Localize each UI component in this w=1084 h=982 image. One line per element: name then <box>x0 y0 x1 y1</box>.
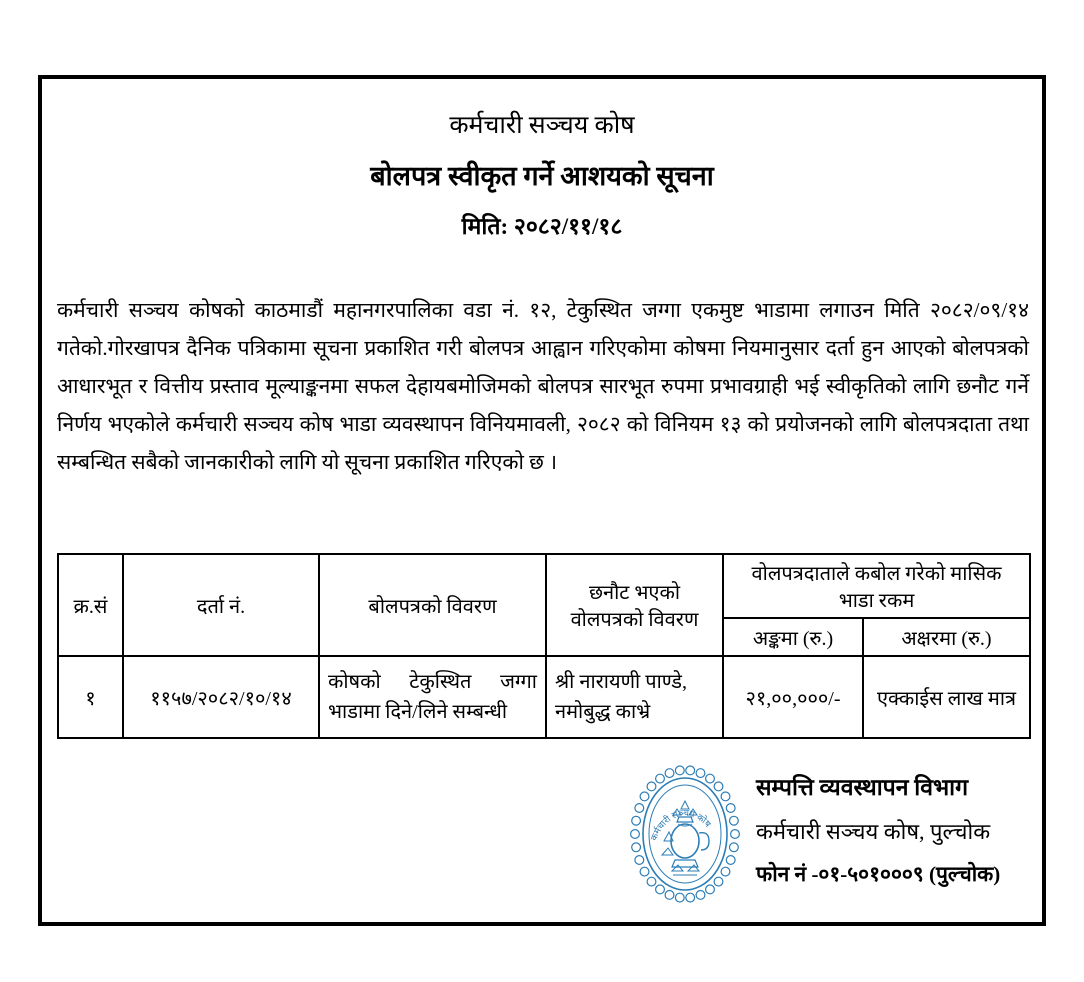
title-block <box>42 111 1042 241</box>
notice-body-paragraph: कर्मचारी सञ्चय कोषको काठमाडौं महानगरपालिका वडा नं. १२, टेकुस्थित जग्गा एकमुष्ट भाडामा लगाउन मिति २०८२/०९/१४ गतेको.गोरखापत्र दैनिक पत्रिकामा सूचना प्रकाशित गरी बोलपत्र आह्वान गरिएकोमा कोषमा नियमानुसार दर्ता हुन आएको बोलपत्रको आधारभूत र वित्तीय प्रस्ताव मूल्याङ्कनमा सफल देहायबमोजिमको बोलपत्र सारभूत रुपमा प्रभावग्राही भई स्वीकृतिको लागि छनौट गर्ने निर्णय भएकोले कर्मचारी सञ्चय कोष भाडा व्यवस्थापन विनियमावली, २०८२ को विनियम १३ को प्रयोजनको लागि बोलपत्रदाता तथा सम्बन्धित सबैको जानकारीको लागि यो सूचना प्रकाशित गरिएको छ । <box>57 298 1029 474</box>
col-header-selected-bid: छनौट भएको वोलपत्रको विवरण <box>546 554 723 656</box>
signature-block <box>628 763 1000 905</box>
page-border-frame <box>38 75 1046 926</box>
col-header-in-figures: अङ्कमा (रु.) <box>723 618 863 656</box>
col-header-reg-no: दर्ता नं. <box>123 554 319 656</box>
phone-number: फोन नं -०१-५०१०००९ (पुल्चोक) <box>756 862 1001 886</box>
notice-date: मिति: २०८२/११/१८ <box>461 214 623 239</box>
col-header-bid-desc: बोलपत्रको विवरण <box>319 554 546 656</box>
org-name-heading: कर्मचारी सञ्चय कोष <box>449 112 635 139</box>
col-header-rent-group: वोलपत्रदाताले कबोल गरेको मासिक भाडा रकम <box>723 554 1030 618</box>
cell-sn: १ <box>58 656 123 738</box>
org-seal-icon <box>628 763 742 905</box>
signature-text <box>756 763 1000 888</box>
table-row <box>58 656 1030 738</box>
cell-in-words: एक्काईस लाख मात्र <box>863 656 1030 738</box>
notice-title: बोलपत्र स्वीकृत गर्ने आशयको सूचना <box>370 161 714 191</box>
bid-result-table <box>57 553 1031 739</box>
department-name: सम्पत्ति व्यवस्थापन विभाग <box>756 775 969 800</box>
cell-reg-no: ११५७/२०८२/१०/१४ <box>123 656 319 738</box>
cell-bid-desc: कोषको टेकुस्थित जग्गा भाडामा दिने/लिने सम्बन्धी <box>319 656 546 738</box>
col-header-in-words: अक्षरमा (रु.) <box>863 618 1030 656</box>
cell-selected-bid: श्री नारायणी पाण्डे, नमोबुद्ध काभ्रे <box>546 656 723 738</box>
cell-in-figures: २१,००,०००/- <box>723 656 863 738</box>
col-header-sn: क्र.सं <box>58 554 123 656</box>
org-address: कर्मचारी सञ्चय कोष, पुल्चोक <box>756 819 991 844</box>
seal-arc-text: कर्मचारी सञ्चय कोष <box>648 807 713 842</box>
